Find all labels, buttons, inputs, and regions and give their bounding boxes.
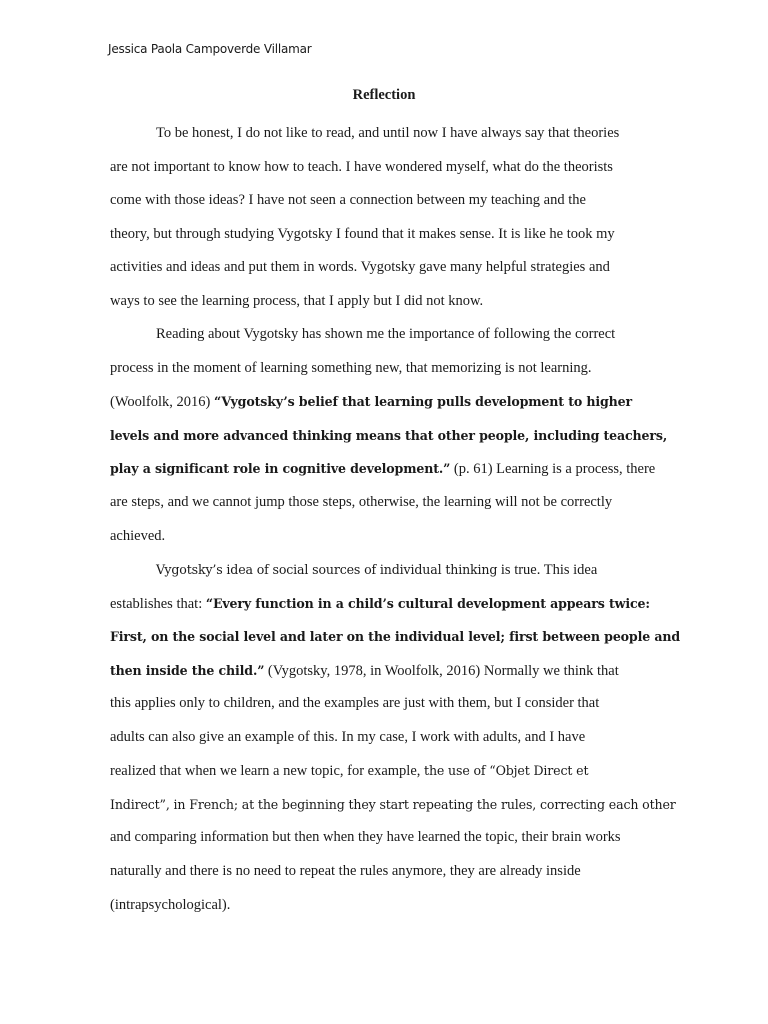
text-line <box>110 218 670 252</box>
text-line <box>110 419 670 453</box>
text-line <box>110 721 670 755</box>
text-line <box>110 318 670 352</box>
text-line <box>110 654 670 688</box>
body-text: (Woolfolk, 2016) <box>110 394 214 411</box>
text-line <box>110 452 670 486</box>
bold-quote-text: then inside the child.” <box>110 662 265 678</box>
text-line <box>110 821 670 855</box>
text-line <box>110 889 670 923</box>
bold-quote-text: play a significant role in cognitive development.” <box>110 461 451 477</box>
bold-quote-text: “Every function in a child’s cultural development appears twice: <box>205 595 650 611</box>
author-name: Jessica Paola Campoverde Villamar <box>108 42 312 56</box>
body-text: (Vygotsky, 1978, in Woolfolk, 2016) Normally we think that <box>264 662 619 679</box>
body-text: naturally and there is no need to repeat the rules anymore, they are already inside <box>110 863 581 880</box>
text-line <box>110 285 670 319</box>
text-line <box>110 754 670 788</box>
body-text: process in the moment of learning something new, that memorizing is not learning. <box>110 359 592 376</box>
alt-font-text: Vygotsky’s idea of social sources of individual thinking <box>156 562 498 578</box>
body-text: are steps, and we cannot jump those steps, otherwise, the learning will not be correctly <box>110 494 613 511</box>
body-text: this applies only to children, and the examples are just with them, but I consider that <box>110 695 600 712</box>
alt-font-text: Indirect”, in French; at the beginning they start repeating the rules, correcting each other <box>110 796 676 812</box>
text-line <box>110 855 670 889</box>
body-text: (p. 61) Learning is a process, there <box>450 461 656 478</box>
bold-quote-text: levels and more advanced thinking means that other people, including teachers, <box>110 427 668 443</box>
body-text: adults can also give an example of this. In my case, I work with adults, and I have <box>110 728 586 745</box>
text-line <box>110 117 670 151</box>
text-line <box>110 486 670 520</box>
text-line <box>110 687 670 721</box>
text-line <box>110 151 670 185</box>
essay-title: Reflection <box>352 87 416 103</box>
body-text: achieved. <box>110 527 166 544</box>
text-line <box>110 251 670 285</box>
body-text: is true. This idea <box>497 562 598 579</box>
body-text: establishes that: <box>110 595 206 612</box>
body-text: Reading about Vygotsky has shown me the importance of following the correct <box>156 326 616 343</box>
text-line <box>110 352 670 386</box>
body-text: (intrapsychological). <box>110 896 231 913</box>
text-line <box>110 620 680 654</box>
body-text: To be honest, I do not like to read, and until now I have always say that theories <box>156 125 620 141</box>
bold-quote-text: First, on the social level and later on the individual level; first between people and <box>110 629 680 645</box>
text-line <box>110 788 676 822</box>
text-line <box>110 553 670 587</box>
text-line <box>110 385 670 419</box>
text-line <box>110 587 670 621</box>
body-text: are not important to know how to teach. I have wondered myself, what do the theorists <box>110 158 613 175</box>
text-line <box>110 184 670 218</box>
body-text: ways to see the learning process, that I apply but I did not know. <box>110 292 484 309</box>
body-text: activities and ideas and put them in words. Vygotsky gave many helpful strategies and <box>110 259 610 276</box>
essay-body <box>110 117 680 922</box>
body-text: realized that when we learn a new topic, for example, <box>110 763 425 780</box>
body-text: come with those ideas? I have not seen a connection between my teaching and the <box>110 192 586 209</box>
alt-font-text: the use of “Objet Direct et <box>424 763 589 779</box>
body-text: theory, but through studying Vygotsky I found that it makes sense. It is like he took my <box>110 225 615 242</box>
bold-quote-text: “Vygotsky’s belief that learning pulls development to higher <box>213 394 633 410</box>
text-line <box>110 520 670 554</box>
body-text: and comparing information but then when they have learned the topic, their brain works <box>110 829 621 846</box>
